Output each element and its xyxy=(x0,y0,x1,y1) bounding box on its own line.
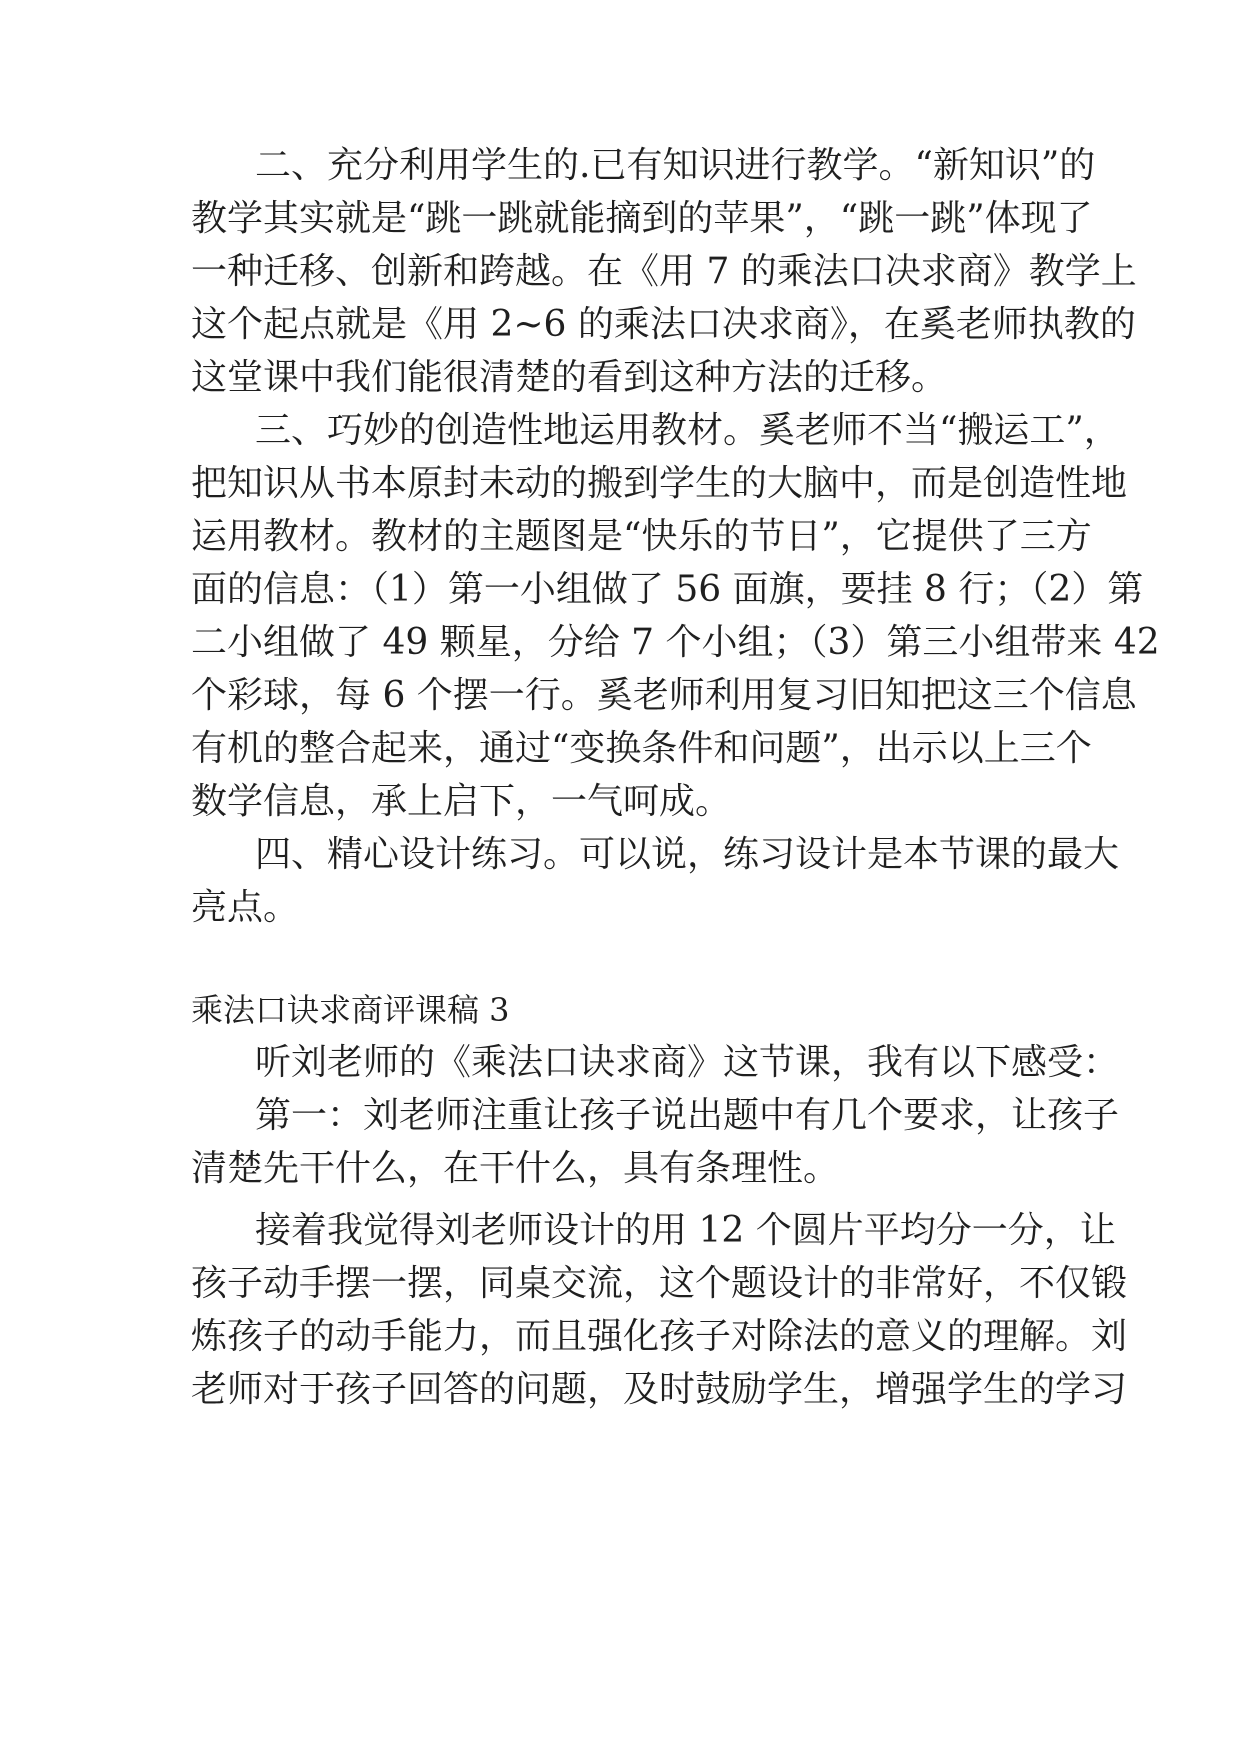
paragraph-2-line-3: 一种迁移、创新和跨越。在《用 7 的乘法口决求商》教学上 xyxy=(191,251,1137,292)
paragraph-3-line-1: 三、巧妙的创造性地运用教材。奚老师不当“搬运工”， xyxy=(255,410,1120,451)
paragraph-3-line-5: 二小组做了 49 颗星，分给 7 个小组；（3）第三小组带来 42 xyxy=(191,622,1160,663)
paragraph-4-line-1: 四、精心设计练习。可以说，练习设计是本节课的最大 xyxy=(255,834,1120,875)
paragraph-3-line-4: 面的信息：（1）第一小组做了 56 面旗，要挂 8 行；（2）第 xyxy=(191,569,1144,610)
point-2-line-1: 接着我觉得刘老师设计的用 12 个圆片平均分一分，让 xyxy=(255,1210,1116,1251)
section-title: 乘法口诀求商评课稿 3 xyxy=(191,991,510,1029)
point-2-line-3: 炼孩子的动手能力，而且强化孩子对除法的意义的理解。刘 xyxy=(191,1316,1128,1357)
point-1-line-2: 清楚先干什么，在干什么，具有条理性。 xyxy=(191,1148,840,1189)
paragraph-4-line-2: 亮点。 xyxy=(191,887,300,928)
paragraph-3-line-7: 有机的整合起来，通过“变换条件和问题”，出示以上三个 xyxy=(191,728,1092,769)
paragraph-2-line-5: 这堂课中我们能很清楚的看到这种方法的迁移。 xyxy=(191,357,948,398)
intro-line-1: 听刘老师的《乘法口诀求商》这节课，我有以下感受： xyxy=(255,1042,1120,1083)
paragraph-3-line-3: 运用教材。教材的主题图是“快乐的节日”，它提供了三方 xyxy=(191,516,1092,557)
paragraph-2-line-1: 二、充分利用学生的.已有知识进行教学。“新知识”的 xyxy=(255,145,1096,186)
point-1-line-1: 第一：刘老师注重让孩子说出题中有几个要求，让孩子 xyxy=(255,1095,1120,1136)
paragraph-3-line-6: 个彩球，每 6 个摆一行。奚老师利用复习旧知把这三个信息 xyxy=(191,675,1137,716)
point-2-line-4: 老师对于孩子回答的问题，及时鼓励学生，增强学生的学习 xyxy=(191,1369,1128,1410)
paragraph-2-line-4: 这个起点就是《用 2~6 的乘法口决求商》，在奚老师执教的 xyxy=(191,304,1136,345)
paragraph-3-line-8: 数学信息，承上启下，一气呵成。 xyxy=(191,781,732,822)
paragraph-2-line-2: 教学其实就是“跳一跳就能摘到的苹果”，“跳一跳”体现了 xyxy=(191,198,1093,239)
paragraph-3-line-2: 把知识从书本原封未动的搬到学生的大脑中，而是创造性地 xyxy=(191,463,1128,504)
point-2-line-2: 孩子动手摆一摆，同桌交流，这个题设计的非常好，不仅锻 xyxy=(191,1263,1128,1304)
